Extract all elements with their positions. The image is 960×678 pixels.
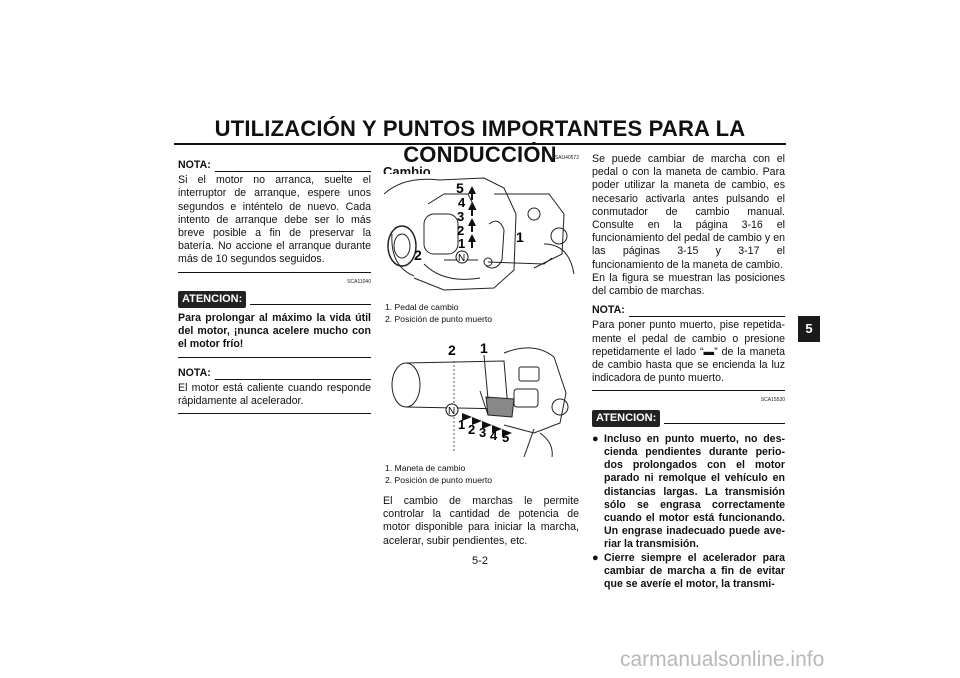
left-column xyxy=(178,159,371,414)
reference-code: SCA15530 xyxy=(760,397,785,404)
fig2-callout-1: 1 xyxy=(480,340,488,356)
caption-line: 1. Maneta de cambio xyxy=(385,463,466,473)
nota-text: Si el motor no arranca, suelte el interruptor de arranque, espere unos segundos e inténtelo de nuevo. Cada intento de arranque debe ser lo más breve posible a fin de preservar la batería. No accione el arranque durante más de 10 segundos seguidos. xyxy=(178,174,371,266)
atencion-label: ATENCION: xyxy=(592,410,660,427)
atencion-label: ATENCION: xyxy=(178,291,246,308)
fig2-label-5: 5 xyxy=(502,430,510,445)
divider xyxy=(178,357,371,358)
nota-heading xyxy=(178,159,371,172)
fig1-label-2: 2 xyxy=(457,223,465,238)
fig2-label-3: 3 xyxy=(479,425,487,440)
caption-line: 2. Posición de punto muerto xyxy=(385,475,493,485)
shift-lever-figure xyxy=(384,333,580,457)
section-heading: Cambio xyxy=(383,164,431,180)
page-number: 5-2 xyxy=(472,555,488,567)
nota-label: NOTA: xyxy=(178,366,211,379)
atencion-text: Para prolongar al máximo la vida útil del motor, ¡nunca acelere mucho con el motor frío! xyxy=(178,312,371,351)
fig2-label-neutral: N xyxy=(448,406,456,417)
fig1-label-1: 1 xyxy=(458,236,466,251)
fig2-label-2: 2 xyxy=(468,422,476,437)
body-text: Se puede cambiar de marcha con el pedal o con la maneta de cambio. Para poder utilizar la maneta de cambio, es necesario activarla antes pulsando el conmutador de cambio manual. Consulte en la página 3-16 el funcionamiento del pedal de cambio y en las páginas 3-15 y 3-17 el funcionamiento de la maneta de cambio. xyxy=(592,153,785,271)
shift-pedal-figure xyxy=(384,174,580,298)
warning-bullet xyxy=(592,433,785,552)
reference-code: SAU40572 xyxy=(554,155,579,161)
fig2-label-4: 4 xyxy=(490,428,498,443)
bullet-text: Incluso en punto muerto, no descienda pendientes durante periodos prolongados con el motor parado ni remolque el vehículo en distancias largas. La transmisión sólo se engrasa correctamente cuando el motor está funcionando. Un engrase inadecuado puede averiar la transmisión. xyxy=(604,432,785,551)
warning-bullet xyxy=(592,552,785,592)
fig2-label-1: 1 xyxy=(458,417,466,432)
figure-caption xyxy=(385,462,581,486)
fig1-label-5: 5 xyxy=(456,180,464,196)
atencion-heading xyxy=(592,410,785,427)
caption-line: 1. Pedal de cambio xyxy=(385,302,459,312)
divider xyxy=(178,413,371,414)
title-rule xyxy=(174,143,786,145)
nota-heading xyxy=(178,367,371,380)
fig1-label-4: 4 xyxy=(458,195,466,210)
fig2-callout-2: 2 xyxy=(448,342,456,358)
bullet-text: Cierre siempre el acelerador para cambiar de marcha a fin de evitar que se averíe el motor, la transmi- xyxy=(604,551,785,591)
divider xyxy=(178,272,371,273)
body-text: En la figura se muestran las posiciones del cambio de marchas. xyxy=(592,271,785,298)
reference-code: SCA11040 xyxy=(347,278,371,285)
bullet-icon: ● xyxy=(592,432,599,445)
nota-label: NOTA: xyxy=(592,304,625,317)
fig1-callout-2: 2 xyxy=(414,247,422,263)
fig1-label-neutral: N xyxy=(458,253,466,264)
page-title: UTILIZACIÓN Y PUNTOS IMPORTANTES PARA LA CONDUCCIÓN xyxy=(214,116,746,167)
watermark: carmanualsonline.info xyxy=(620,648,825,671)
nota-heading xyxy=(592,304,785,317)
figure-caption xyxy=(385,301,581,325)
caption-line: 2. Posición de punto muerto xyxy=(385,314,493,324)
bullet-icon: ● xyxy=(592,551,599,564)
right-column xyxy=(592,153,785,591)
nota-text: Para poner punto muerto, pise repetidamente el pedal de cambio o presione repetidamente el lado “▬” de la maneta de cambio hasta que se encienda la luz indicadora de punto muerto. xyxy=(592,319,785,385)
atencion-heading xyxy=(178,291,371,308)
fig1-callout-1: 1 xyxy=(516,229,524,245)
nota-label: NOTA: xyxy=(178,159,211,171)
body-text: El cambio de marchas le permite controlar la cantidad de potencia de motor disponible para iniciar la marcha, acelerar, subir pendientes, etc. xyxy=(383,495,579,547)
nota-text: El motor está caliente cuando responde rápidamente al acelerador. xyxy=(178,381,371,408)
divider xyxy=(592,390,785,391)
chapter-tab: 5 xyxy=(798,316,820,342)
fig1-label-3: 3 xyxy=(457,209,465,224)
middle-body xyxy=(383,495,579,548)
